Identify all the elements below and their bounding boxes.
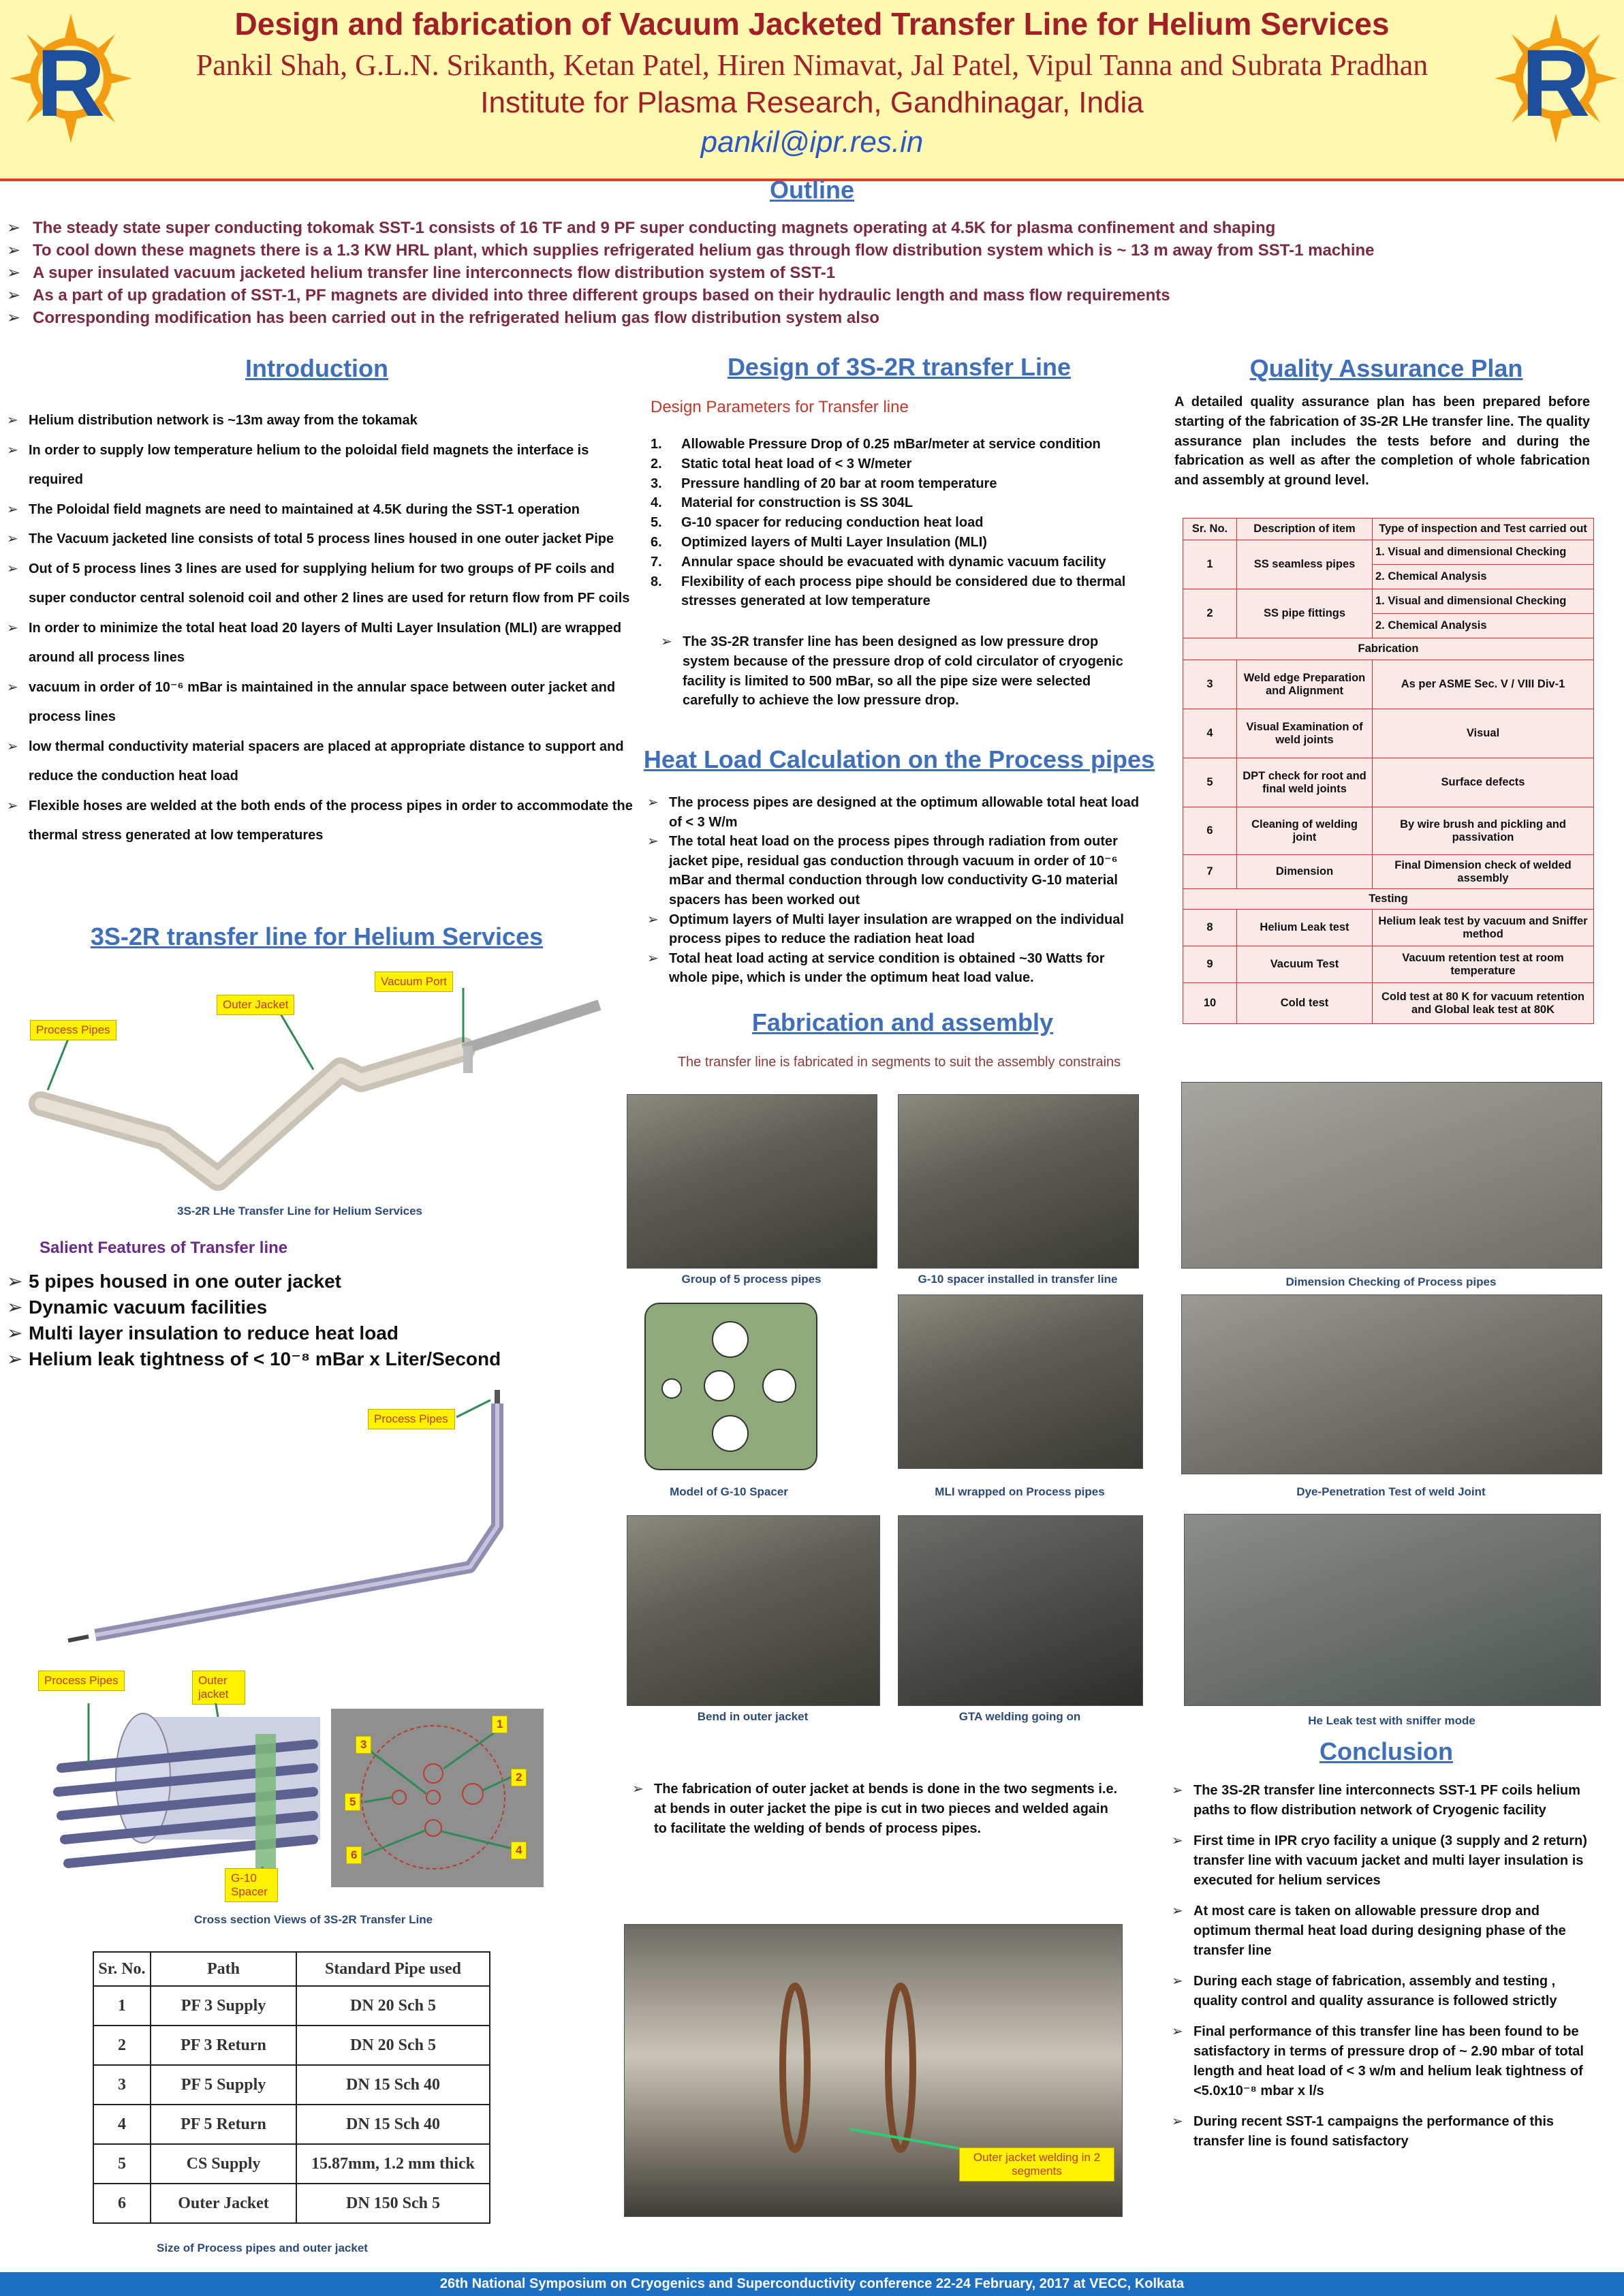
- table-cell: Visual: [1373, 709, 1594, 758]
- table-cell: 9: [1183, 946, 1237, 983]
- qa-header: Sr. No.: [1183, 518, 1237, 540]
- photo-caption: Dye-Penetration Test of weld Joint: [1296, 1485, 1486, 1498]
- table-cell: 4: [93, 2105, 151, 2144]
- table-row: [1183, 638, 1594, 660]
- weld-callout: Outer jacket welding in 2 segments: [959, 2147, 1114, 2182]
- design-item: 2. Static total heat load of < 3 W/meter: [651, 456, 912, 471]
- photo-bend-outer-jacket: [627, 1515, 880, 1706]
- fabrication-note: [632, 1780, 1123, 1838]
- design-parameters-list: [651, 435, 1141, 611]
- design-item: 4. Material for construction is SS 304L: [651, 495, 914, 511]
- table-cell: SS pipe fittings: [1237, 589, 1373, 638]
- table-cell: 3: [1183, 660, 1237, 709]
- table-cell: DN 20 Sch 5: [296, 1986, 490, 2026]
- outline-item: ➢ To cool down these magnets there is a 1.3 KW HRL plant, which supplies refrigerated helium gas through flow distribution system which is ~ 13 m away from SST-1 machine: [7, 239, 1614, 262]
- intro-item: ➢ low thermal conductivity material spacers are placed at appropriate distance to support and reduce the conduction heat load: [7, 732, 634, 792]
- table-cell: DN 15 Sch 40: [296, 2105, 490, 2144]
- table-row: [93, 2065, 490, 2105]
- table-cell: 1: [93, 1986, 151, 2026]
- table-cell: Helium leak test by vacuum and Sniffer method: [1373, 910, 1594, 946]
- process-pipes-callout: Process Pipes: [30, 1020, 116, 1040]
- model-process-pipes-callout: Process Pipes: [368, 1409, 455, 1429]
- table-row: [1183, 946, 1594, 983]
- table-cell: 10: [1183, 983, 1237, 1024]
- table-cell: 2. Chemical Analysis: [1373, 614, 1594, 638]
- table-cell: CS Supply: [151, 2144, 296, 2184]
- qa-table: [1183, 518, 1594, 1024]
- outer-jacket-model-callout: Outer jacket: [192, 1671, 245, 1705]
- transfer-line-3d-model: [27, 1390, 545, 1649]
- intro-item: ➢ In order to minimize the total heat load 20 layers of Multi Layer Insulation (MLI) are wrapped around all process lines: [7, 614, 634, 673]
- contact-email[interactable]: pankil@ipr.res.in: [700, 125, 924, 159]
- pipe-size-table: [93, 1951, 490, 2224]
- heatload-item: ➢ The total heat load on the process pipes through radiation from outer jacket pipe, residual gas conduction through vacuum in order of 10⁻⁶ mBar and thermal conduction through low conductivity G-10 material spacers has been worked out: [647, 832, 1144, 910]
- section-label-1: 1: [492, 1716, 507, 1733]
- outline-item: ➢ The steady state super conducting tokomak SST-1 consists of 16 TF and 9 PF super conducting magnets operating at 4.5K for plasma confinement and shaping: [7, 217, 1614, 239]
- photo-caption: G-10 spacer installed in transfer line: [918, 1273, 1118, 1286]
- table-cell: DN 15 Sch 40: [296, 2065, 490, 2105]
- table-cell: Cold test: [1237, 983, 1373, 1024]
- table-cell: Surface defects: [1373, 758, 1594, 807]
- photo-caption: MLI wrapped on Process pipes: [935, 1485, 1105, 1498]
- design-item: 8. Flexibility of each process pipe should be considered due to thermal stresses generated at low temperature: [651, 574, 1126, 609]
- intro-item: ➢ Flexible hoses are welded at the both ends of the process pipes in order to accommodate the thermal stress generated at low temperatures: [7, 792, 634, 851]
- design-title: Design of 3S-2R transfer Line: [727, 353, 1072, 381]
- photo-dimension-checking: [1181, 1082, 1602, 1269]
- intro-item: ➢ The Poloidal field magnets are need to maintained at 4.5K during the SST-1 operation: [7, 495, 634, 525]
- institute-name: Institute for Plasma Research, Gandhinagar, India: [480, 86, 1144, 119]
- table-cell: PF 3 Supply: [151, 1986, 296, 2026]
- g10-spacer-callout: G-10 Spacer: [225, 1868, 278, 1902]
- heatload-item: ➢ The process pipes are designed at the optimum allowable total heat load of < 3 W/m: [647, 793, 1144, 832]
- conclusion-item: ➢ During each stage of fabrication, assembly and testing , quality control and quality assurance is followed strictly: [1172, 1972, 1594, 2011]
- table-cell: Vacuum retention test at room temperature: [1373, 946, 1594, 983]
- table-row: [93, 1986, 490, 2026]
- table-cell: 15.87mm, 1.2 mm thick: [296, 2144, 490, 2184]
- design-note-text: ➢ The 3S-2R transfer line has been designed as low pressure drop system because of the pressure drop of cold circulator of cryogenic facility is limited to 500 mBar, so all the pipe size were selected carefully to achieve the low pressure drop.: [661, 632, 1141, 711]
- photo-gta-welding: [898, 1515, 1143, 1706]
- outline-item: ➢ As a part of up gradation of SST-1, PF magnets are divided into three different groups based on their hydraulic length and mass flow requirements: [7, 284, 1614, 307]
- table-cell: Cleaning of welding joint: [1237, 807, 1373, 855]
- transfer-line-illustration: [14, 967, 627, 1199]
- table-cell: Final Dimension check of welded assembly: [1373, 855, 1594, 889]
- table-cell: Dimension: [1237, 855, 1373, 889]
- heatload-item: ➢ Optimum layers of Multi layer insulation are wrapped on the individual process pipes to reduce the radiation heat load: [647, 910, 1144, 949]
- cross-section-caption: Cross section Views of 3S-2R Transfer Line: [193, 1913, 433, 1926]
- pipe-table-caption: Size of Process pipes and outer jacket: [157, 2241, 368, 2254]
- section-label-6: 6: [346, 1846, 362, 1864]
- table-row: [1183, 855, 1594, 889]
- feature-item: ➢ Multi layer insulation to reduce heat load: [7, 1320, 634, 1346]
- qa-header: Description of item: [1237, 518, 1373, 540]
- design-note: [661, 632, 1141, 711]
- section-label-3: 3: [356, 1736, 371, 1754]
- table-cell: Cold test at 80 K for vacuum retention and Global leak test at 80K: [1373, 983, 1594, 1024]
- conference-footer: 26th National Symposium on Cryogenics and Superconductivity conference 22-24 February, 2017 at VECC, Kolkata: [0, 2272, 1624, 2296]
- design-item: 1. Allowable Pressure Drop of 0.25 mBar/meter at service condition: [651, 437, 1101, 452]
- heatload-item: ➢ Total heat load acting at service condition is obtained ~30 Watts for whole pipe, which is under the optimum heat load value.: [647, 949, 1144, 988]
- table-cell: DPT check for root and final weld joints: [1237, 758, 1373, 807]
- vacuum-port-callout: Vacuum Port: [375, 972, 453, 992]
- photo-caption: Dimension Checking of Process pipes: [1285, 1275, 1497, 1288]
- pipe-table-header: Standard Pipe used: [296, 1952, 490, 1986]
- table-row: [1183, 889, 1594, 910]
- heatload-list: [647, 793, 1144, 988]
- fabrication-subtitle: The transfer line is fabricated in segments to suit the assembly constrains: [677, 1055, 1121, 1070]
- intro-item: ➢ The Vacuum jacketed line consists of total 5 process lines housed in one outer jacket Pipe: [7, 525, 634, 555]
- table-cell: DN 20 Sch 5: [296, 2026, 490, 2065]
- cross-section-3d: [41, 1703, 327, 1908]
- table-cell: As per ASME Sec. V / VIII Div-1: [1373, 660, 1594, 709]
- conclusion-item: ➢ First time in IPR cryo facility a unique (3 supply and 2 return) transfer line with vacuum jacket and multi layer insulation is executed for helium services: [1172, 1831, 1594, 1891]
- table-cell: Helium Leak test: [1237, 910, 1373, 946]
- table-row: [1183, 758, 1594, 807]
- transfer-line-title: 3S-2R transfer line for Helium Services: [90, 922, 544, 950]
- table-cell: PF 5 Return: [151, 2105, 296, 2144]
- photo-caption: Bend in outer jacket: [697, 1710, 809, 1723]
- table-cell: Weld edge Preparation and Alignment: [1237, 660, 1373, 709]
- qa-header: Type of inspection and Test carried out: [1373, 518, 1594, 540]
- table-row: [1183, 709, 1594, 758]
- table-row: [93, 2184, 490, 2223]
- table-cell: 1: [1183, 540, 1237, 589]
- table-cell: Vacuum Test: [1237, 946, 1373, 983]
- author-list: Pankil Shah, G.L.N. Srikanth, Ketan Patel, Hiren Nimavat, Jal Patel, Vipul Tanna and Subrata Pradhan: [196, 48, 1428, 82]
- table-cell: 2. Chemical Analysis: [1373, 565, 1594, 589]
- photo-caption: He Leak test with sniffer mode: [1308, 1714, 1475, 1727]
- svg-text:R: R: [36, 29, 106, 136]
- photo-caption: Model of G-10 Spacer: [670, 1485, 788, 1498]
- photo-caption: GTA welding going on: [958, 1710, 1081, 1723]
- fabrication-note-text: ➢ The fabrication of outer jacket at bends is done in the two segments i.e. at bends in outer jacket the pipe is cut in two pieces and welded again to facilitate the welding of bends of process pipes.: [632, 1780, 1123, 1838]
- section-label-2: 2: [511, 1769, 527, 1786]
- design-item: 3. Pressure handling of 20 bar at room temperature: [651, 476, 997, 491]
- section-label-4: 4: [511, 1842, 527, 1859]
- salient-features-title: Salient Features of Transfer line: [40, 1239, 288, 1257]
- table-cell: 5: [93, 2144, 151, 2184]
- pipe-table-header: Path: [151, 1952, 296, 1986]
- table-cell: 2: [1183, 589, 1237, 638]
- table-cell: 7: [1183, 855, 1237, 889]
- design-item: 7. Annular space should be evacuated with dynamic vacuum facility: [651, 554, 1106, 570]
- table-row: [1183, 910, 1594, 946]
- outline-item: ➢ Corresponding modification has been carried out in the refrigerated helium gas flow distribution system also: [7, 307, 1614, 329]
- introduction-title: Introduction: [245, 354, 388, 382]
- table-cell: Visual Examination of weld joints: [1237, 709, 1373, 758]
- model-process-pipes-left-callout: Process Pipes: [38, 1671, 125, 1691]
- table-cell: DN 150 Sch 5: [296, 2184, 490, 2223]
- design-subtitle: Design Parameters for Transfer line: [651, 398, 909, 416]
- table-row: [93, 2026, 490, 2065]
- table-cell: 8: [1183, 910, 1237, 946]
- intro-item: ➢ Out of 5 process lines 3 lines are used for supplying helium for two groups of PF coils and super conductor central solenoid coil and other 2 lines are used for return flow from PF coils: [7, 555, 634, 614]
- conclusion-item: ➢ During recent SST-1 campaigns the performance of this transfer line is found satisfactory: [1172, 2112, 1594, 2152]
- outline-list: [7, 217, 1614, 329]
- photo-he-leak-test: [1184, 1514, 1601, 1706]
- outline-title: Outline: [770, 176, 854, 204]
- table-cell: 6: [93, 2184, 151, 2223]
- table-cell: PF 3 Return: [151, 2026, 296, 2065]
- table-row: [1183, 983, 1594, 1024]
- conclusion-title: Conclusion: [1320, 1737, 1453, 1765]
- table-cell: SS seamless pipes: [1237, 540, 1373, 589]
- table-cell: 1. Visual and dimensional Checking: [1373, 589, 1594, 614]
- fabrication-title: Fabrication and assembly: [751, 1008, 1054, 1036]
- pipe-table-header: Sr. No.: [93, 1952, 151, 1986]
- table-cell: 6: [1183, 807, 1237, 855]
- design-item: 5. G-10 spacer for reducing conduction heat load: [651, 515, 984, 531]
- qa-group-label: Testing: [1183, 889, 1594, 910]
- intro-item: ➢ vacuum in order of 10⁻⁶ mBar is maintained in the annular space between outer jacket and process lines: [7, 673, 634, 732]
- heatload-title: Heat Load Calculation on the Process pipes: [643, 745, 1155, 773]
- feature-item: ➢ Helium leak tightness of < 10⁻⁸ mBar x Liter/Second: [7, 1346, 634, 1372]
- poster-title: Design and fabrication of Vacuum Jacketed Transfer Line for Helium Services: [234, 6, 1390, 42]
- qa-group-label: Fabrication: [1183, 638, 1594, 660]
- cross-section-2d: [331, 1709, 544, 1887]
- table-cell: Outer Jacket: [151, 2184, 296, 2223]
- transfer-line-caption: 3S-2R LHe Transfer Line for Helium Services: [177, 1205, 422, 1217]
- svg-text:R: R: [1521, 29, 1591, 136]
- table-cell: 5: [1183, 758, 1237, 807]
- table-row: [1183, 589, 1594, 614]
- introduction-list: [7, 406, 634, 851]
- conclusion-list: [1172, 1781, 1594, 2162]
- table-cell: 1. Visual and dimensional Checking: [1373, 540, 1594, 565]
- table-row: [93, 2105, 490, 2144]
- table-cell: By wire brush and pickling and passivation: [1373, 807, 1594, 855]
- salient-features-list: [7, 1269, 634, 1372]
- poster-header: [0, 0, 1624, 181]
- table-cell: 2: [93, 2026, 151, 2065]
- outline-item: ➢ A super insulated vacuum jacketed helium transfer line interconnects flow distribution system of SST-1: [7, 262, 1614, 284]
- photo-process-pipes: [627, 1094, 877, 1269]
- conclusion-item: ➢ Final performance of this transfer line has been found to be satisfactory in terms of pressure drop of ~ 2.90 mbar of total length and heat load of < 3 w/m and helium leak tightness of <5.0x10⁻⁸ mbar x l/s: [1172, 2022, 1594, 2101]
- table-row: [1183, 807, 1594, 855]
- table-row: [1183, 540, 1594, 565]
- conclusion-item: ➢ The 3S-2R transfer line interconnects SST-1 PF coils helium paths to flow distribution network of Cryogenic facility: [1172, 1781, 1594, 1820]
- table-cell: 3: [93, 2065, 151, 2105]
- intro-item: ➢ In order to supply low temperature helium to the poloidal field magnets the interface is required: [7, 436, 634, 495]
- table-row: [1183, 660, 1594, 709]
- intro-item: ➢ Helium distribution network is ~13m away from the tokamak: [7, 406, 634, 436]
- qa-text: A detailed quality assurance plan has been prepared before starting of the fabrication of 3S-2R LHe transfer line. The quality assurance plan includes the tests before and during the fabrication as well as after the completion of whole fabrication and assembly at ground level.: [1174, 394, 1590, 488]
- feature-item: ➢ 5 pipes housed in one outer jacket: [7, 1269, 634, 1294]
- photo-g10-spacer-installed: [898, 1094, 1139, 1269]
- photo-mli-wrapped: [898, 1294, 1143, 1469]
- table-cell: 4: [1183, 709, 1237, 758]
- design-item: 6. Optimized layers of Multi Layer Insulation (MLI): [651, 534, 987, 550]
- outer-jacket-callout: Outer Jacket: [217, 995, 294, 1015]
- qa-title: Quality Assurance Plan: [1249, 354, 1523, 382]
- table-cell: PF 5 Supply: [151, 2065, 296, 2105]
- photo-dye-penetration: [1181, 1294, 1602, 1474]
- section-label-5: 5: [345, 1793, 360, 1811]
- table-row: [93, 2144, 490, 2184]
- g10-spacer-model: [644, 1303, 817, 1470]
- conclusion-item: ➢ At most care is taken on allowable pressure drop and optimum thermal heat load during designing phase of the transfer line: [1172, 1902, 1594, 1961]
- photo-caption: Group of 5 process pipes: [681, 1273, 822, 1286]
- feature-item: ➢ Dynamic vacuum facilities: [7, 1294, 634, 1320]
